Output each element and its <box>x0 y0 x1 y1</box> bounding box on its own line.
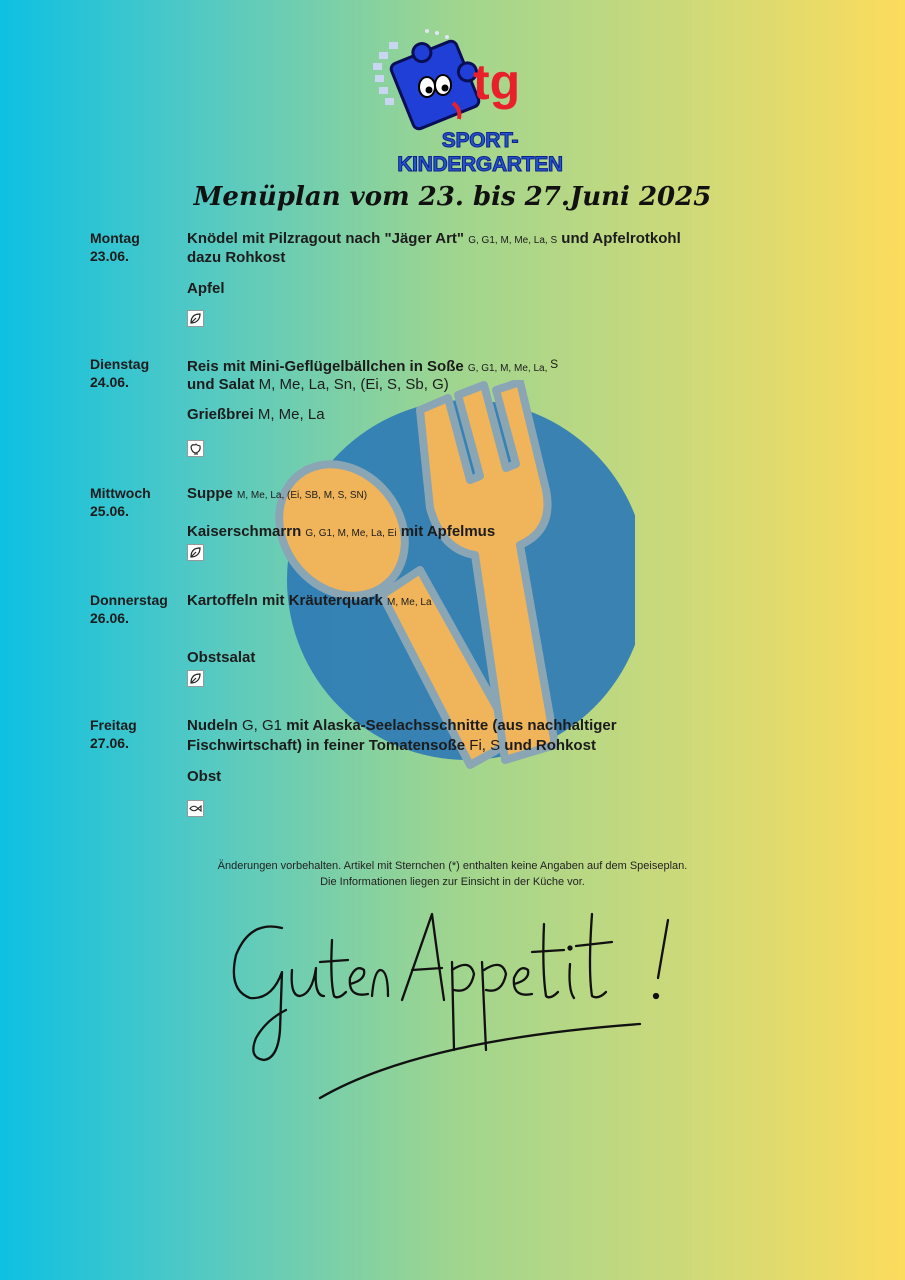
menu-segment: Apfel <box>187 280 225 297</box>
menu-line <box>187 736 596 755</box>
menu-segment: Obst <box>187 768 222 785</box>
menu-segment: Kartoffeln mit Kräuterquark <box>187 592 388 609</box>
menu-line <box>187 279 225 298</box>
day-date: 25.06. <box>90 503 129 519</box>
day-thursday <box>90 591 168 627</box>
menu-segment: Kaiserschmarrn <box>187 523 306 540</box>
menu-segment: und Rohkost <box>504 737 596 754</box>
logo-tg-mark: tg <box>473 54 521 110</box>
leaf-icon <box>187 310 204 327</box>
allergen-codes: M, Me, La <box>253 406 325 423</box>
disclaimer <box>0 858 905 890</box>
day-name: Mittwoch <box>90 485 151 501</box>
allergen-codes: G, G1, M, Me, La, <box>467 363 551 374</box>
allergen-codes: M, Me, La <box>387 597 432 608</box>
logo-mascot-icon <box>365 25 595 135</box>
menu-segment: Knödel mit Pilzragout nach "Jäger Art" <box>187 230 469 247</box>
menu-segment: mit Apfelmus <box>396 523 496 540</box>
menu-segment: Grießbrei <box>187 406 254 423</box>
day-monday <box>90 229 140 265</box>
menu-segment: dazu Rohkost <box>187 249 286 266</box>
day-date: 23.06. <box>90 248 129 264</box>
menu-line <box>187 484 367 505</box>
leaf-icon <box>187 544 204 561</box>
allergen-codes: G, G1, M, Me, La, S <box>468 235 558 246</box>
menu-line <box>187 405 325 424</box>
menu-line <box>187 229 681 250</box>
guten-appetit-signature <box>220 900 690 1110</box>
menu-line <box>187 716 617 735</box>
day-name: Donnerstag <box>90 592 168 608</box>
allergen-codes: M, Me, La, (Ei, SB, M, S, SN) <box>237 490 368 501</box>
menu-segment: Fischwirtschaft) in feiner Tomatensoße <box>187 737 466 754</box>
day-name: Dienstag <box>90 356 150 372</box>
leaf-icon <box>187 670 204 687</box>
logo <box>365 25 595 176</box>
allergen-codes: Fi, S <box>465 737 505 754</box>
day-wednesday <box>90 484 151 520</box>
day-date: 26.06. <box>90 610 129 626</box>
allergen-codes: G, G1 <box>237 717 287 734</box>
chicken-icon <box>187 440 204 457</box>
menu-segment: und Apfelrotkohl <box>557 230 681 247</box>
menu-line <box>187 767 221 786</box>
day-friday <box>90 716 137 752</box>
menu-line <box>187 375 449 394</box>
menu-segment: mit Alaska-Seelachsschnitte (aus nachhaltiger <box>286 717 617 734</box>
menu-line <box>187 522 495 543</box>
menu-line <box>187 648 255 667</box>
allergen-codes: M, Me, La, Sn, (Ei, S, Sb, G) <box>254 376 449 393</box>
day-name: Montag <box>90 230 140 246</box>
menu-segment: Nudeln <box>187 717 238 734</box>
menu-segment: Suppe <box>187 485 238 502</box>
day-tuesday <box>90 355 149 391</box>
disclaimer-line-1: Änderungen vorbehalten. Artikel mit Sternchen (*) enthalten keine Angaben auf dem Speiseplan. <box>217 860 688 872</box>
menu-segment: und Salat <box>187 376 255 393</box>
menu-line <box>187 248 285 267</box>
menu-line <box>187 591 432 612</box>
menu-segment: Reis mit Mini-Geflügelbällchen in Soße <box>187 358 468 375</box>
menu-segment: Obstsalat <box>187 649 256 666</box>
page-title: Menüplan vom 23. bis 27.Juni 2025 <box>193 182 712 212</box>
day-name: Freitag <box>90 717 137 733</box>
day-date: 27.06. <box>90 735 129 751</box>
logo-name: SPORT-KINDERGARTEN <box>397 129 563 176</box>
disclaimer-line-2: Die Informationen liegen zur Einsicht in der Küche vor. <box>320 876 585 888</box>
day-date: 24.06. <box>90 374 129 390</box>
allergen-codes: S <box>550 357 559 371</box>
fish-icon <box>187 800 204 817</box>
allergen-codes: G, G1, M, Me, La, Ei <box>305 528 397 539</box>
